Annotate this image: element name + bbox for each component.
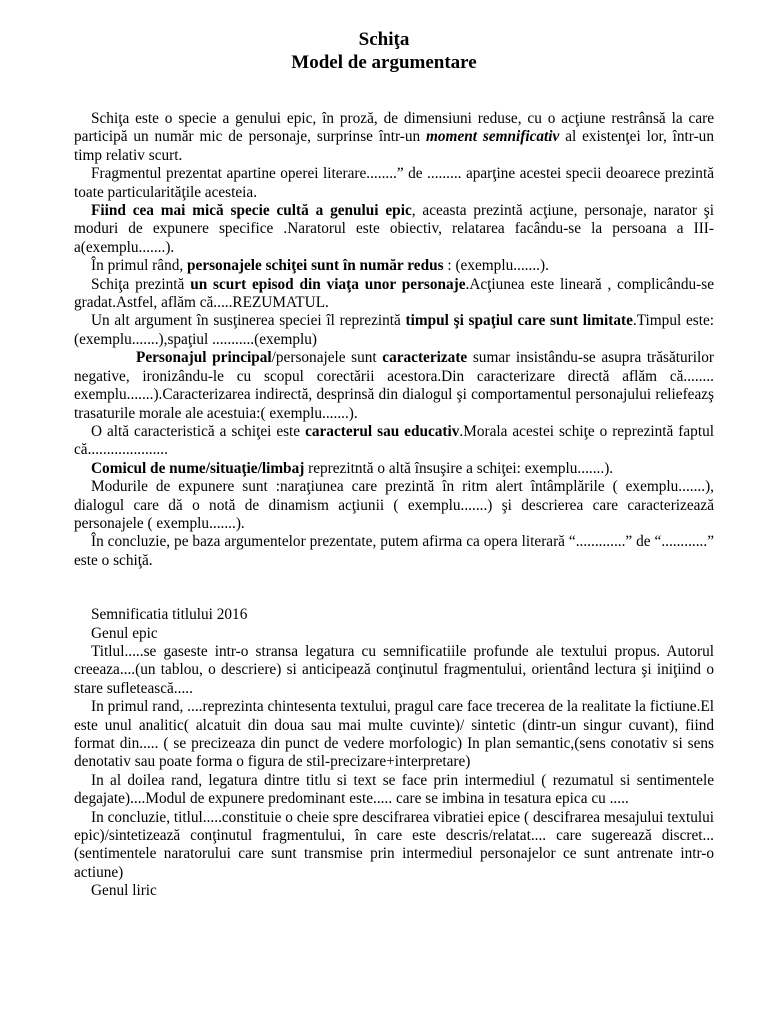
paragraph-title-first: In primul rand, ....reprezinta chintesenta textului, pragul care face trecerea de la realitate la fictiune.El este unul analitic( alcatuit din doua sau mai multe cuvinte)/ sintetic (dintr-un singur cuvant), fiind format din..... ( se precizeaza din punct de vedere morfologic) In plan semantic,(sens conotativ si sens denotativ sau poate forma o figura de stil-precizare+interpretare) xyxy=(74,698,714,771)
paragraph-time-space: Un alt argument în susţinerea speciei îl reprezintă timpul şi spaţiul care sunt limitate.Timpul este: (exemplu.......),spaţiul ...........(exemplu) xyxy=(74,312,714,348)
bold-text: Fiind cea mai mică specie cultă a genului epic xyxy=(91,202,412,220)
paragraph-modes: Modurile de expunere sunt :naraţiunea care prezintă în ritm alert întâmplările ( exemplu.......), dialogul care dă o notă de dinamism acţiunii ( exemplu.......) şi descrierea care caracterizează personajele ( exemplu.......). xyxy=(74,478,714,532)
paragraph-definition: Schiţa este o specie a genului epic, în proză, de dimensiuni reduse, cu o acţiune restrânsă la care participă un număr mic de personaje, surprinse într-un moment semnificativ al existenţei lor, într-un timp relativ scurt. xyxy=(74,110,714,164)
paragraph-title-conclusion: In concluzie, titlul.....constituie o cheie spre descifrarea vibratiei epice ( descifrarea mesajului textului epic)/sintetizează conţinutul fragmentului, în care este descris/relatat.... care sugerează discret... (sentimentele naratorului care sunt transmise prin intermediul personajelor ce sunt antrenate intr-o actiune) xyxy=(74,808,714,881)
paragraph-smallest-species: Fiind cea mai mică specie cultă a genului epic, aceasta prezintă acţiune, personaje, narator şi moduri de expunere specifice .Naratorul este obiectiv, relatarea facându-se la persoana a III-a(exemplu.......). xyxy=(74,202,714,256)
paragraph-educative: O altă caracteristică a schiţei este caracterul sau educativ.Morala acestei schiţe o reprezintă faptul că..................... xyxy=(74,422,714,459)
bold-text: Personajul principal xyxy=(136,349,272,367)
bold-text: Comicul de nume/situaţie/limbaj xyxy=(91,459,305,477)
bold-text: caracterizate xyxy=(382,349,468,367)
emphasis-text: moment semnificativ xyxy=(426,128,560,146)
document-body xyxy=(74,110,714,901)
section-heading: Semnificatia titlului 2016 xyxy=(91,606,248,624)
paragraph-title-second: In al doilea rand, legatura dintre titlu si text se face prin intermediul ( rezumatul si sentimentele degajate)....Modul de expunere predominant este..... care se imbina in tesatura epica cu ..... xyxy=(74,771,714,808)
bold-text: personajele schiţei sunt în număr redus xyxy=(187,257,444,275)
paragraph-fragment: Fragmentul prezentat apartine operei literare........” de ......... aparţine acestei specii deoarece prezintă toate particularităţile acesteia. xyxy=(74,165,714,201)
bold-text: caracterul sau educativ xyxy=(305,422,460,440)
paragraph-title-intro: Titlul.....se gaseste intr-o stransa legatura cu semnificatiile profunde ale textului propus. Autorul creeaza....(un tablou, o descriere) si anticipează conţinutul fragmentului, orientând lectura şi iniţiind o stare sufletească..... xyxy=(74,642,714,697)
paragraph-characters: În primul rând, personajele schiţei sunt în număr redus : (exemplu.......). xyxy=(91,257,549,275)
bold-text: timpul şi spaţiul care sunt limitate xyxy=(405,312,633,330)
paragraph-episode: Schiţa prezintă un scurt episod din viaţa unor personaje.Acţiunea este lineară , complicându-se gradat.Astfel, aflăm că.....REZUMATUL. xyxy=(74,275,714,312)
section-spacer xyxy=(74,570,714,606)
bold-text: un scurt episod din viaţa unor personaje xyxy=(190,275,466,293)
paragraph-comic: Comicul de nume/situaţie/limbaj reprezitntă o altă însuşire a schiţei: exemplu.......). xyxy=(91,459,614,477)
genre-heading-lyric: Genul liric xyxy=(91,882,157,900)
genre-heading: Genul epic xyxy=(91,624,158,642)
paragraph-conclusion: În concluzie, pe baza argumentelor prezentate, putem afirma ca opera literară “.............” de “............” este o schiţă. xyxy=(74,533,714,569)
paragraph-main-character: Personajul principal/personajele sunt caracterizate sumar insistându-se asupra trăsăturilor negative, ironizându-le cu scopul corectării acestora.Din caracterizare directă aflăm că........ exemplu.......).Caracterizarea indirectă, desprinsă din dialogul şi comportamentul personajului reliefeazş trasaturile morale ale acestuia:( exemplu.......). xyxy=(74,349,714,422)
document-title: Schiţa xyxy=(358,29,410,50)
document-subtitle: Model de argumentare xyxy=(291,52,477,73)
